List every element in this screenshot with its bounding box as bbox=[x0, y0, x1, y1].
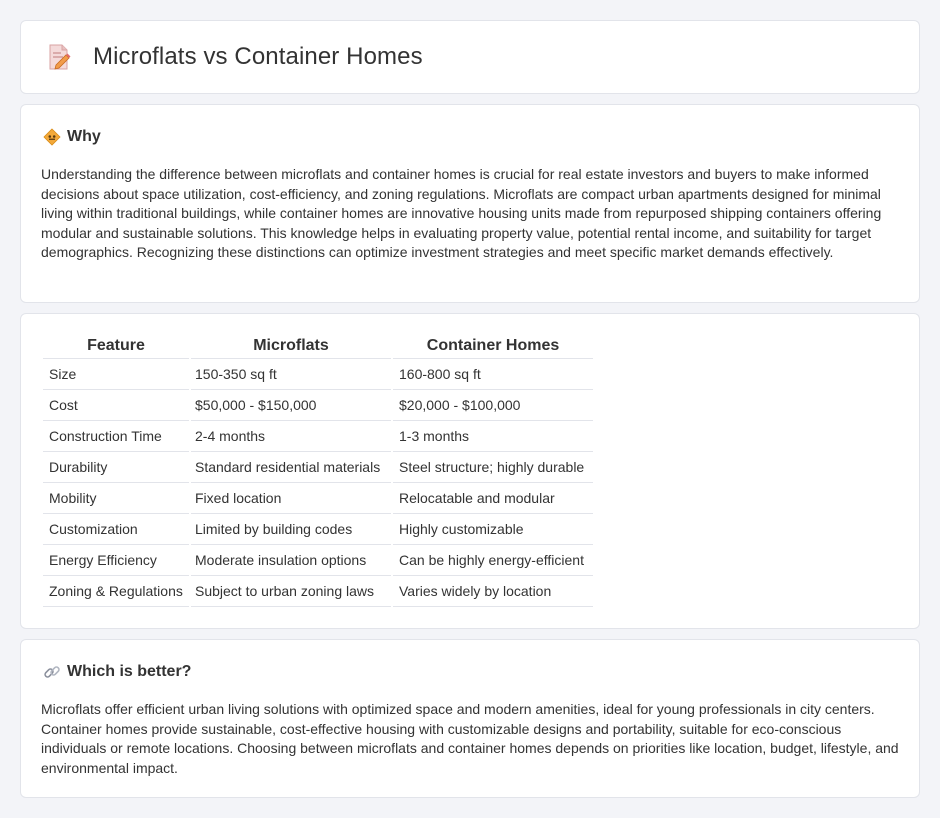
why-heading: Why bbox=[67, 128, 101, 145]
container-homes-cell: Relocatable and modular bbox=[393, 483, 593, 514]
column-header-microflats: Microflats bbox=[191, 334, 391, 359]
microflats-cell: Fixed location bbox=[191, 483, 391, 514]
table-header-row bbox=[43, 334, 593, 359]
diamond-warning-icon bbox=[43, 128, 61, 146]
microflats-cell: $50,000 - $150,000 bbox=[191, 390, 391, 421]
column-header-feature: Feature bbox=[43, 334, 189, 359]
why-card bbox=[20, 104, 920, 303]
comparison-card bbox=[20, 313, 920, 629]
container-homes-cell: 160-800 sq ft bbox=[393, 359, 593, 390]
feature-cell: Size bbox=[43, 359, 189, 390]
table-row bbox=[43, 514, 593, 545]
feature-cell: Customization bbox=[43, 514, 189, 545]
why-body: Understanding the difference between microflats and container homes is crucial for real estate investors and buyers to make informed decisions about space utilization, cost-efficiency, and zoning regulations. Microflats are compact urban apartments designed for minimal living within traditional buildings, while container homes are innovative housing units made from repurposed shipping containers offering modular and sustainable solutions. This knowledge helps in evaluating property value, potential rental income, and suitability for target demographics. Recognizing these distinctions can optimize investment strategies and meet specific market demands effectively. bbox=[41, 166, 882, 260]
title-row bbox=[47, 43, 423, 71]
table-row bbox=[43, 359, 593, 390]
container-homes-cell: Can be highly energy-efficient bbox=[393, 545, 593, 576]
table-row bbox=[43, 483, 593, 514]
feature-cell: Durability bbox=[43, 452, 189, 483]
container-homes-cell: Highly customizable bbox=[393, 514, 593, 545]
container-homes-cell: 1-3 months bbox=[393, 421, 593, 452]
container-homes-cell: Steel structure; highly durable bbox=[393, 452, 593, 483]
microflats-cell: 2-4 months bbox=[191, 421, 391, 452]
document-pencil-icon bbox=[47, 43, 71, 71]
table-row bbox=[43, 390, 593, 421]
table-row bbox=[43, 452, 593, 483]
microflats-cell: Standard residential materials bbox=[191, 452, 391, 483]
microflats-cell: Moderate insulation options bbox=[191, 545, 391, 576]
better-heading: Which is better? bbox=[67, 663, 192, 680]
microflats-cell: Subject to urban zoning laws bbox=[191, 576, 391, 607]
container-homes-cell: Varies widely by location bbox=[393, 576, 593, 607]
why-heading-row bbox=[43, 128, 101, 146]
container-homes-cell: $20,000 - $100,000 bbox=[393, 390, 593, 421]
page-title: Microflats vs Container Homes bbox=[93, 43, 423, 70]
better-body: Microflats offer efficient urban living solutions with optimized space and modern amenities, ideal for young professionals in city centers. Container homes provide sustainable, cost-effective housing with customizable designs and portability, suitable for eco-conscious individuals or remote locations. Choosing between microflats and container homes depends on priorities like location, budget, lifestyle, and environmental impact. bbox=[41, 701, 899, 776]
feature-cell: Construction Time bbox=[43, 421, 189, 452]
column-header-container-homes: Container Homes bbox=[393, 334, 593, 359]
table-row bbox=[43, 576, 593, 607]
better-heading-row bbox=[43, 663, 191, 681]
feature-cell: Mobility bbox=[43, 483, 189, 514]
microflats-cell: 150-350 sq ft bbox=[191, 359, 391, 390]
comparison-table bbox=[41, 334, 595, 607]
which-better-card bbox=[20, 639, 920, 798]
feature-cell: Zoning & Regulations bbox=[43, 576, 189, 607]
feature-cell: Energy Efficiency bbox=[43, 545, 189, 576]
feature-cell: Cost bbox=[43, 390, 189, 421]
microflats-cell: Limited by building codes bbox=[191, 514, 391, 545]
table-row bbox=[43, 421, 593, 452]
link-icon bbox=[43, 663, 61, 681]
table-row bbox=[43, 545, 593, 576]
title-card bbox=[20, 20, 920, 94]
